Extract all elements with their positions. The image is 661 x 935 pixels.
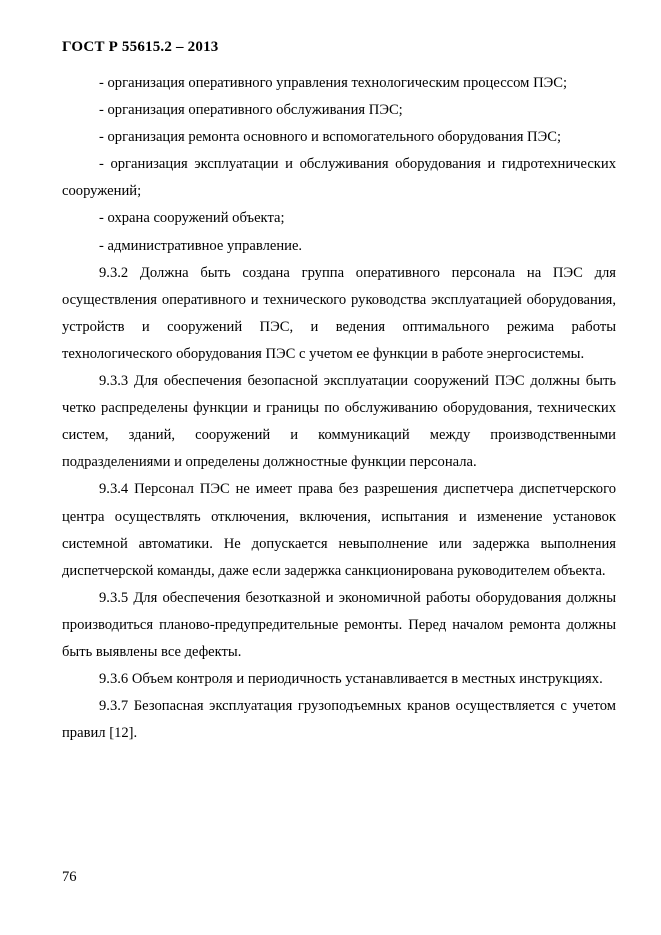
- document-header-code: ГОСТ Р 55615.2 – 2013: [62, 39, 219, 55]
- list-item-operational-maintenance: - организация оперативного обслуживания ПЭС;: [99, 102, 403, 119]
- paragraph-9-3-5: 9.3.5 Для обеспечения безотказной и экономичной работы оборудования должны производиться планово-предупредительные ремонты. Перед началом ремонта должны быть выявлены все дефекты.: [62, 589, 616, 660]
- paragraph-9-3-2: 9.3.2 Должна быть создана группа оперативного персонала на ПЭС для осуществления оперативного и технического руководства эксплуатацией оборудования, устройств и сооружений ПЭС, и ведения оптимального режима работы технологического оборудования ПЭС с учетом ее функции в работе энергосистемы.: [62, 264, 616, 362]
- list-item-repair-organization: - организация ремонта основного и вспомогательного оборудования ПЭС;: [99, 129, 562, 146]
- paragraph-9-3-7: 9.3.7 Безопасная эксплуатация грузоподъемных кранов осуществляется с учетом правил [12].: [62, 698, 616, 742]
- document-body: [62, 70, 616, 747]
- list-item-object-protection: - охрана сооружений объекта;: [99, 210, 285, 227]
- list-item-exploitation-organization: - организация эксплуатации и обслуживания оборудования и гидротехнических сооружений;: [62, 156, 616, 200]
- list-item-operational-management: - организация оперативного управления технологическим процессом ПЭС;: [99, 75, 568, 91]
- list-item-administrative-management: - административное управление.: [99, 237, 303, 254]
- paragraph-9-3-3: 9.3.3 Для обеспечения безопасной эксплуатации сооружений ПЭС должны быть четко распределены функции и границы по обслуживанию оборудования, технических систем, зданий, сооружений и коммуникаций между производственными подразделениями и определены должностные функции персонала.: [62, 373, 616, 471]
- page-number: 76: [62, 869, 77, 885]
- paragraph-9-3-4: 9.3.4 Персонал ПЭС не имеет права без разрешения диспетчера диспетчерского центра осуществлять отключения, включения, испытания и изменение установок системной автоматики. Не допускается невыполнение или задержка выполнения диспетчерской команды, даже если задержка санкционирована руководителем объекта.: [62, 481, 616, 579]
- paragraph-9-3-6: 9.3.6 Объем контроля и периодичность устанавливается в местных инструкциях.: [99, 671, 603, 688]
